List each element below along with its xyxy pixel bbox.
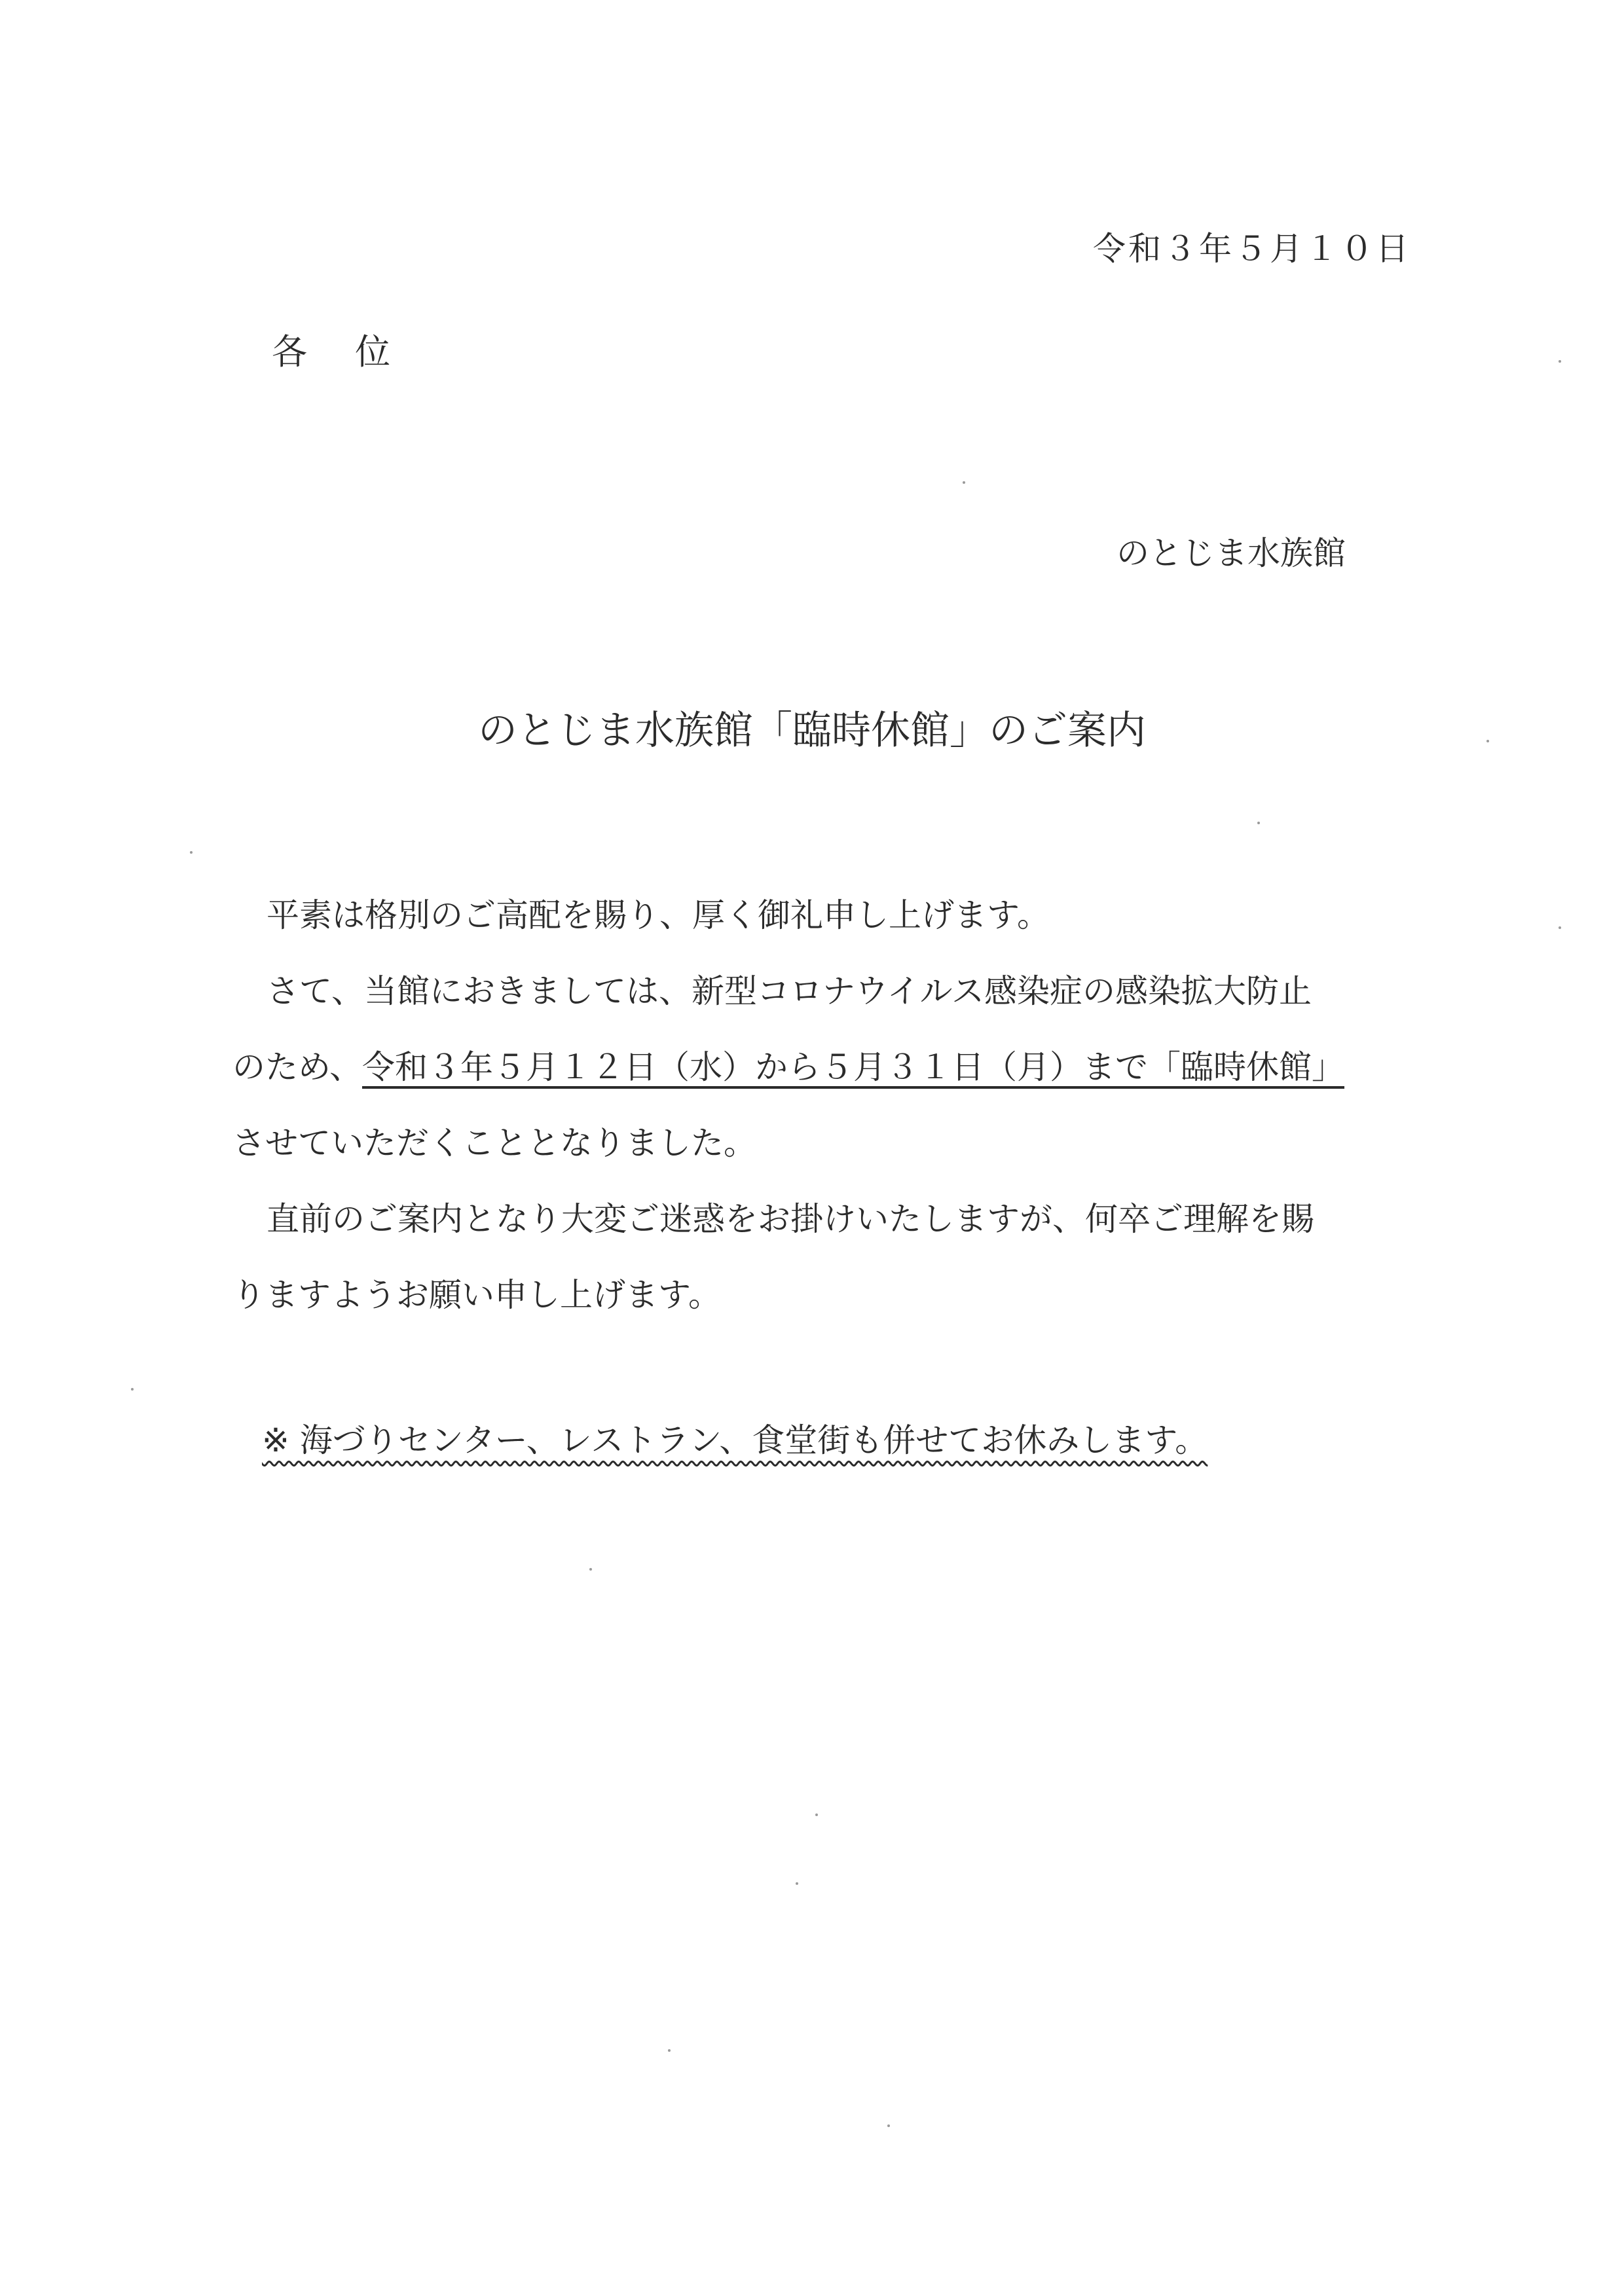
paragraph-closure-line-3: させていただくこととなりました。	[232, 1124, 756, 1162]
scan-speck	[963, 481, 965, 484]
document-date: 令和３年５月１０日	[1093, 230, 1411, 268]
paragraph-apology-line-2: りますようお願い申し上げます。	[232, 1276, 721, 1314]
scan-speck	[131, 1388, 134, 1391]
scan-speck	[796, 1882, 798, 1885]
scan-speck	[1486, 740, 1489, 742]
scan-speck	[190, 851, 193, 854]
scan-speck	[887, 2124, 890, 2127]
paragraph-apology-line-1: 直前のご案内となり大変ご迷惑をお掛けいたしますが、何卒ご理解を賜	[267, 1200, 1314, 1238]
paragraph-greeting	[232, 877, 1411, 953]
closure-period-highlight: 令和３年５月１２日（水）から５月３１日（月）まで「臨時休館」	[362, 1048, 1344, 1086]
scan-speck	[1559, 926, 1561, 929]
closure-line-2-prefix: のため、	[232, 1048, 362, 1086]
paragraph-closure-line-2	[232, 1029, 1411, 1105]
scan-speck	[589, 1568, 592, 1571]
document-title: のとじま水族館「臨時休館」のご案内	[478, 708, 1146, 754]
facility-closure-note: ※ 海づりセンター、レストラン、食堂街も併せてお休みします。	[262, 1421, 1208, 1459]
addressee: 各 位	[272, 331, 409, 373]
scan-speck	[1559, 360, 1561, 363]
paragraph-apology	[232, 1181, 1411, 1333]
scan-speck	[1257, 822, 1260, 824]
paragraph-closure	[232, 953, 1411, 1181]
scan-speck	[668, 2049, 671, 2052]
paragraph-closure-line-1: さて、当館におきましては、新型コロナウイルス感染症の感染拡大防止	[267, 972, 1312, 1010]
scan-speck	[815, 1813, 818, 1816]
sender-name: のとじま水族館	[1116, 534, 1346, 572]
paragraph-greeting-line: 平素は格別のご高配を賜り、厚く御礼申し上げます。	[267, 896, 1050, 934]
